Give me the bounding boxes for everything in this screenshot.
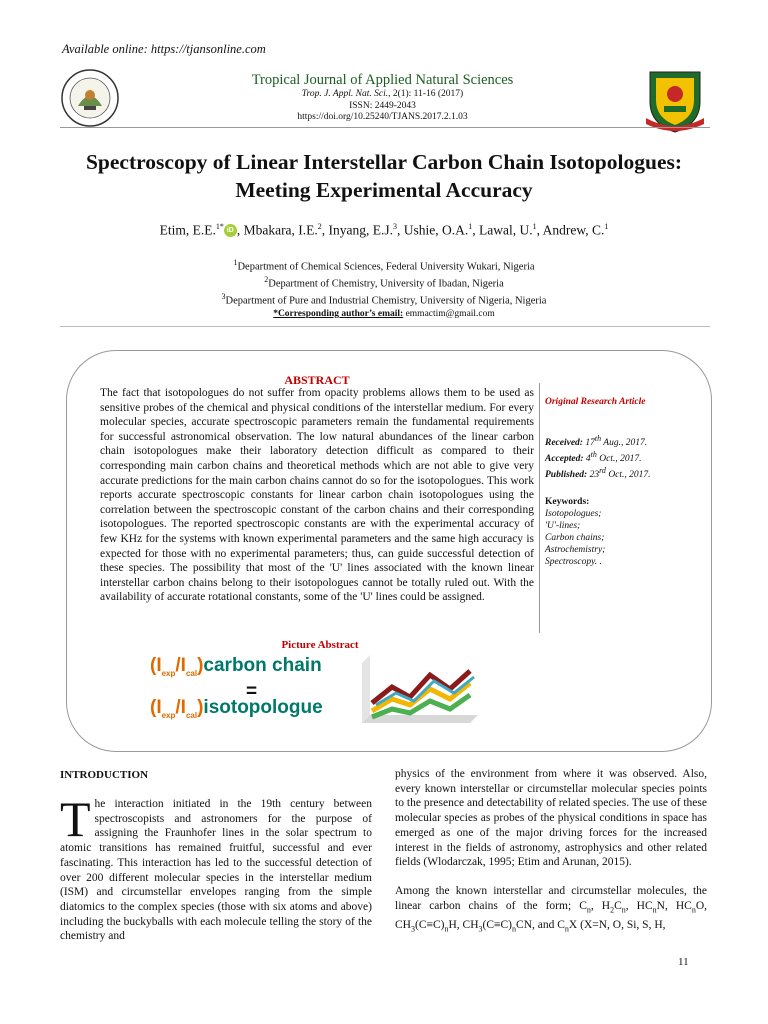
journal-masthead [130,72,635,124]
affiliation: $^3$Department of Pure and Industrial Chemistry, University of Nigeria, Nigeria [221,292,547,307]
received-date: Received: 17th Aug., 2017. [545,434,648,449]
journal-name: Tropical Journal of Applied Natural Sciences [251,72,514,88]
keyword: 'U'-lines; [545,521,581,531]
article-type: Original Research Article [545,397,646,407]
article-title: Spectroscopy of Linear Interstellar Carbon Chain Isotopologues: Meeting Experimental Accuracy [85,150,683,202]
keyword: Astrochemistry; [545,545,606,555]
journal-issn: ISSN: 2449-2043 [349,100,416,111]
species-list: $C_n$, $H_2C_n$, $HC_nN$, $HC_nO$, $CH_3(C\equiv C)_nH$, $CH_3(C\equiv C)_nCN$, and $C_nX$ [395,899,708,933]
formula-equals: = [246,681,258,702]
journal-seal-logo [60,68,120,128]
accepted-date: Accepted: 4th Oct., 2017. [545,450,642,465]
author-name: Etim, E.E. [159,222,216,238]
author-list: Etim, E.E.$^{1*}$ iD , Mbakara, I.E.$^2$, Inyang, E.J.$^3$, Ushie, O.A.$^1$, Lawal, U.$^1$, Andrew, C.$^1$ [159,222,609,238]
journal-citation: Trop. J. Appl. Nat. Sci., 2(1): 11-16 (2017) [301,89,464,99]
author-name: Ushie, O.A. [403,222,469,238]
abstract-sidebar-divider [539,383,540,633]
author-name: Inyang, E.J. [328,222,394,238]
corresponding-divider [60,326,710,327]
header-divider [60,127,710,128]
picture-abstract-heading: Picture Abstract [281,639,359,651]
keywords [545,496,695,568]
intro-paragraph: physics of the environment from where it was observed. Also, every known interstellar or circumstellar molecular species points to the presence and detectability of related species. The use of these molecular species as probes of the physical conditions in space has emerged as one of the major driving forces for the increased interest in the fields of astronomy, astrophysics and other related fields (Wlodarczak, 1995; Etim and Arunan, 2015). [395,768,707,869]
introduction-heading: INTRODUCTION [60,769,149,781]
author-name: Andrew, C. [542,222,605,238]
affiliations [40,257,728,308]
abstract-heading: ABSTRACT [284,373,350,387]
keyword: Spectroscopy. . [545,557,602,567]
author-name: Lawal, U. [479,222,533,238]
formula-line-carbon-chain: $(I_{exp}/I_{cal})carbon$ chain [150,655,322,678]
keywords-label: Keywords: [545,497,590,507]
decorative-3d-line-chart-icon [352,653,480,731]
drop-cap: T [60,791,91,847]
affiliation: $^1$Department of Chemical Sciences, Federal University Wukari, Nigeria [233,258,535,273]
page-number: 11 [678,956,689,968]
university-crest-logo [644,68,706,134]
corresponding-author: *Corresponding author’s email: emmactim@gmail.com [273,309,495,319]
abstract-text: The fact that isotopologues do not suffer from opacity problems allows them to be used as sensitive probes of the chemical and physical conditions of the interstellar medium. For every molecular species, accurate spectroscopic parameters remain the fundamental requirements for successful astronomical observation. The low natural abundances of the linear carbon chain isotopologues make their laboratory detection difficult as compared to their corresponding main carbon chains and theoretical methods which are not able to give very accurate predictions for the main carbon chains cannot do so for the isotopologues. This work reports accurate spectroscopic constants for linear carbon chain isotopologues using the correlation between the spectroscopic constant of the carbon chains and their corresponding isotopologues. The reported spectroscopic constants are with the experimental accuracy of few KHz for the systems with known experimental parameters and the same high accuracy is expected for those with no experimental parameters; thus, can guide successful detection of these species. The possibility that most of the 'U' lines associated with the known linear interstellar carbon chains belong to their isotopologues cannot be totally ruled out. With the availability of accurate rotational constants, some of the 'U' lines could be assigned. [100,387,534,604]
article-dates [545,433,695,481]
formula-line-isotopologue: $(I_{exp}/I_{cal})isotopologue$ [150,697,323,720]
intro-left-column: The interaction initiated in the 19th century between spectroscopists and astronomers for the purpose of assigning the Fraunhofer lines in the solar spectrum to atomic transitions has remained fruitful, successful and ever fascinating. This interaction has led to the successful detection of over 200 different molecular species in the interstellar medium (ISM) and circumstellar envelopes ranging from the simple diatomics to the complex species (those with six atoms and above) including the buckyballs with each molecule telling the story of the chemistry and [60,791,372,943]
orcid-icon[interactable]: iD [224,224,237,237]
keyword: Carbon chains; [545,533,605,543]
keyword: Isotopologues; [545,509,602,519]
intro-paragraph: Among the known interstellar and circumstellar molecules, the linear carbon chains of the form; $C_n$, $H_2C_n$, $HC_nN$, $HC_nO$, $CH_3(C\equiv C)_nH$, $CH_3(C\equiv C)_nCN$, and $C_nX$ (X=N, O, Si, S, H, [395,884,708,933]
published-date: Published: 23rd Oct., 2017. [545,466,651,481]
journal-doi[interactable]: https://doi.org/10.25240/TJANS.2017.2.1.03 [297,112,468,122]
affiliation: $^2$Department of Chemistry, University of Ibadan, Nigeria [264,275,504,290]
author-name: Mbakara, I.E. [243,222,318,238]
corresponding-email[interactable]: emmactim@gmail.com [405,309,495,319]
intro-right-column [395,767,707,937]
availability-line: Available online: https://tjansonline.com [62,42,266,56]
